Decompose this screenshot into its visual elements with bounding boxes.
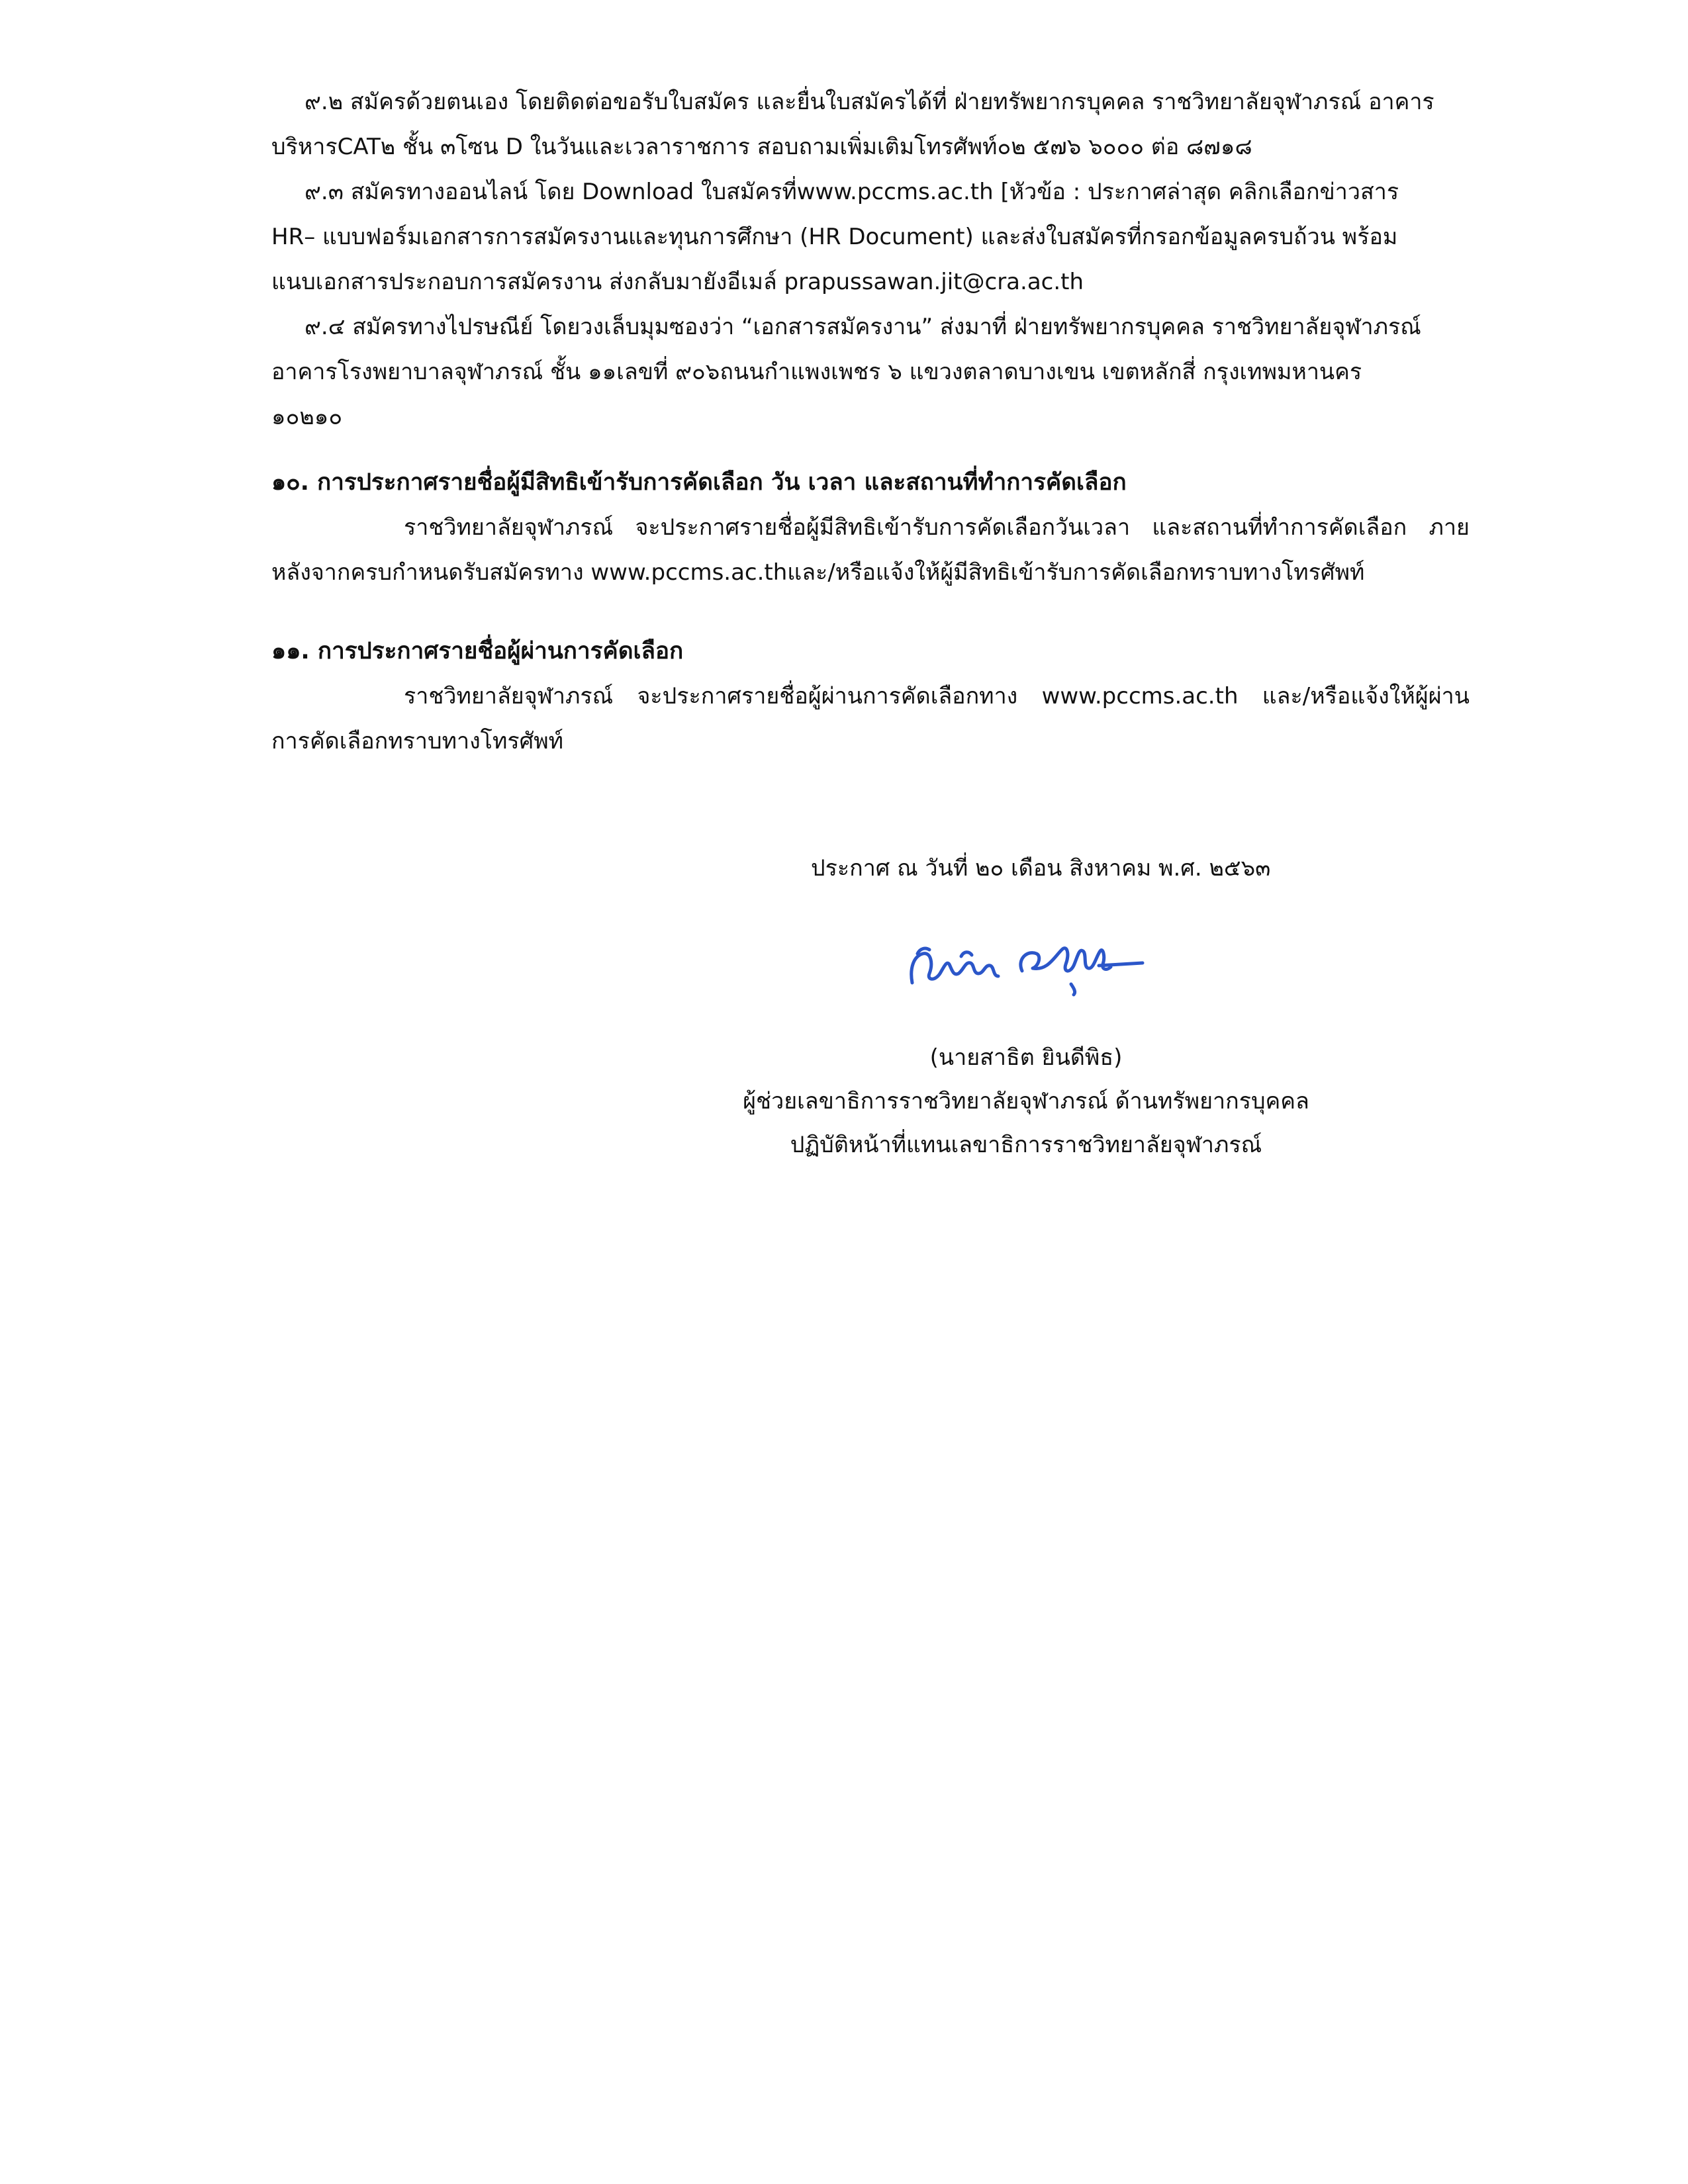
item-9-2-line-2: บริหารCAT๒ ชั้น ๓โซน D ในวันและเวลาราชการ สอบถามเพิ่มเติมโทรศัพท์๐๒ ๕๗๖ ๖๐๐๐ ต่อ ๘๗๑๘ (271, 134, 1252, 160)
section-10-word: ราชวิทยาลัยจุฬาภรณ์ (404, 514, 614, 541)
item-9-3-line-1: ๙.๓ สมัครทางออนไลน์ โดย Download ใบสมัครที่www.pccms.ac.th [หัวข้อ : ประกาศล่าสุด คลิกเลือกข่าวสาร (305, 179, 1399, 205)
signer-position-line-2: ปฏิบัติหน้าที่แทนเลขาธิการราชวิทยาลัยจุฬาภรณ์ (790, 1132, 1262, 1158)
item-9-3-line-3: แนบเอกสารประกอบการสมัครงาน ส่งกลับมายังอีเมล์ prapussawan.jit@cra.ac.th (271, 269, 1084, 295)
signer-name: (นายสาธิต ยินดีพิธ) (929, 1044, 1123, 1071)
announcement-date: ประกาศ ณ วันที่ ๒๐ เดือน สิงหาคม พ.ศ. ๒๕๖๓ (811, 855, 1271, 882)
item-9-3-line-2: HR– แบบฟอร์มเอกสารการสมัครงานและทุนการศึกษา (HR Document) และส่งใบสมัครที่กรอกข้อมูลครบถ้วน พร้อม (271, 224, 1398, 250)
section-10-paragraph-line-1 (271, 505, 1470, 550)
section-10-heading: ๑๐. การประกาศรายชื่อผู้มีสิทธิเข้ารับการคัดเลือก วัน เวลา และสถานที่ทำการคัดเลือก (271, 469, 1127, 496)
section-11-word: ราชวิทยาลัยจุฬาภรณ์ (404, 683, 614, 709)
signer-block (715, 1036, 1337, 1167)
section-11-word: จะประกาศรายชื่อผู้ผ่านการคัดเลือกทาง (637, 683, 1018, 709)
item-9-2-line-1: ๙.๒ สมัครด้วยตนเอง โดยติดต่อขอรับใบสมัคร และยื่นใบสมัครได้ที่ ฝ่ายทรัพยากรบุคคล ราชวิทยาลัยจุฬาภรณ์ อาคาร (305, 89, 1434, 115)
section-10-word: และสถานที่ทำการคัดเลือก (1152, 514, 1407, 541)
signer-position-line-1: ผู้ช่วยเลขาธิการราชวิทยาลัยจุฬาภรณ์ ด้านทรัพยากรบุคคล (743, 1088, 1309, 1115)
section-11-paragraph-line-2: การคัดเลือกทราบทางโทรศัพท์ (271, 728, 564, 754)
section-11 (271, 629, 1470, 764)
item-9-4-line-3: ๑๐๒๑๐ (271, 404, 343, 430)
item-9-4-line-2: อาคารโรงพยาบาลจุฬาภรณ์ ชั้น ๑๑เลขที่ ๙๐๖ถนนกำแพงเพชร ๖ แขวงตลาดบางเขน เขตหลักสี่ กรุงเทพมหานคร (271, 359, 1362, 385)
section-9-applications (271, 79, 1470, 439)
section-10-word: จะประกาศรายชื่อผู้มีสิทธิเข้ารับการคัดเลือกวันเวลา (635, 514, 1131, 541)
section-10 (271, 460, 1470, 595)
section-11-word: www.pccms.ac.th (1041, 683, 1239, 709)
section-10-paragraph-line-2: หลังจากครบกำหนดรับสมัครทาง www.pccms.ac.thและ/หรือแจ้งให้ผู้มีสิทธิเข้ารับการคัดเลือกทราบทางโทรศัพท์ (271, 559, 1365, 586)
item-9-4-line-1: ๙.๔ สมัครทางไปรษณีย์ โดยวงเล็บมุมซองว่า “เอกสารสมัครงาน” ส่งมาที่ ฝ่ายทรัพยากรบุคคล ราชวิทยาลัยจุฬาภรณ์ (305, 314, 1421, 340)
section-11-word: และ/หรือแจ้งให้ผู้ผ่าน (1262, 683, 1470, 709)
section-11-heading: ๑๑. การประกาศรายชื่อผู้ผ่านการคัดเลือก (271, 638, 684, 664)
section-10-word: ภาย (1429, 514, 1470, 541)
signature-image (900, 910, 1178, 1009)
section-11-paragraph-line-1 (271, 674, 1470, 719)
